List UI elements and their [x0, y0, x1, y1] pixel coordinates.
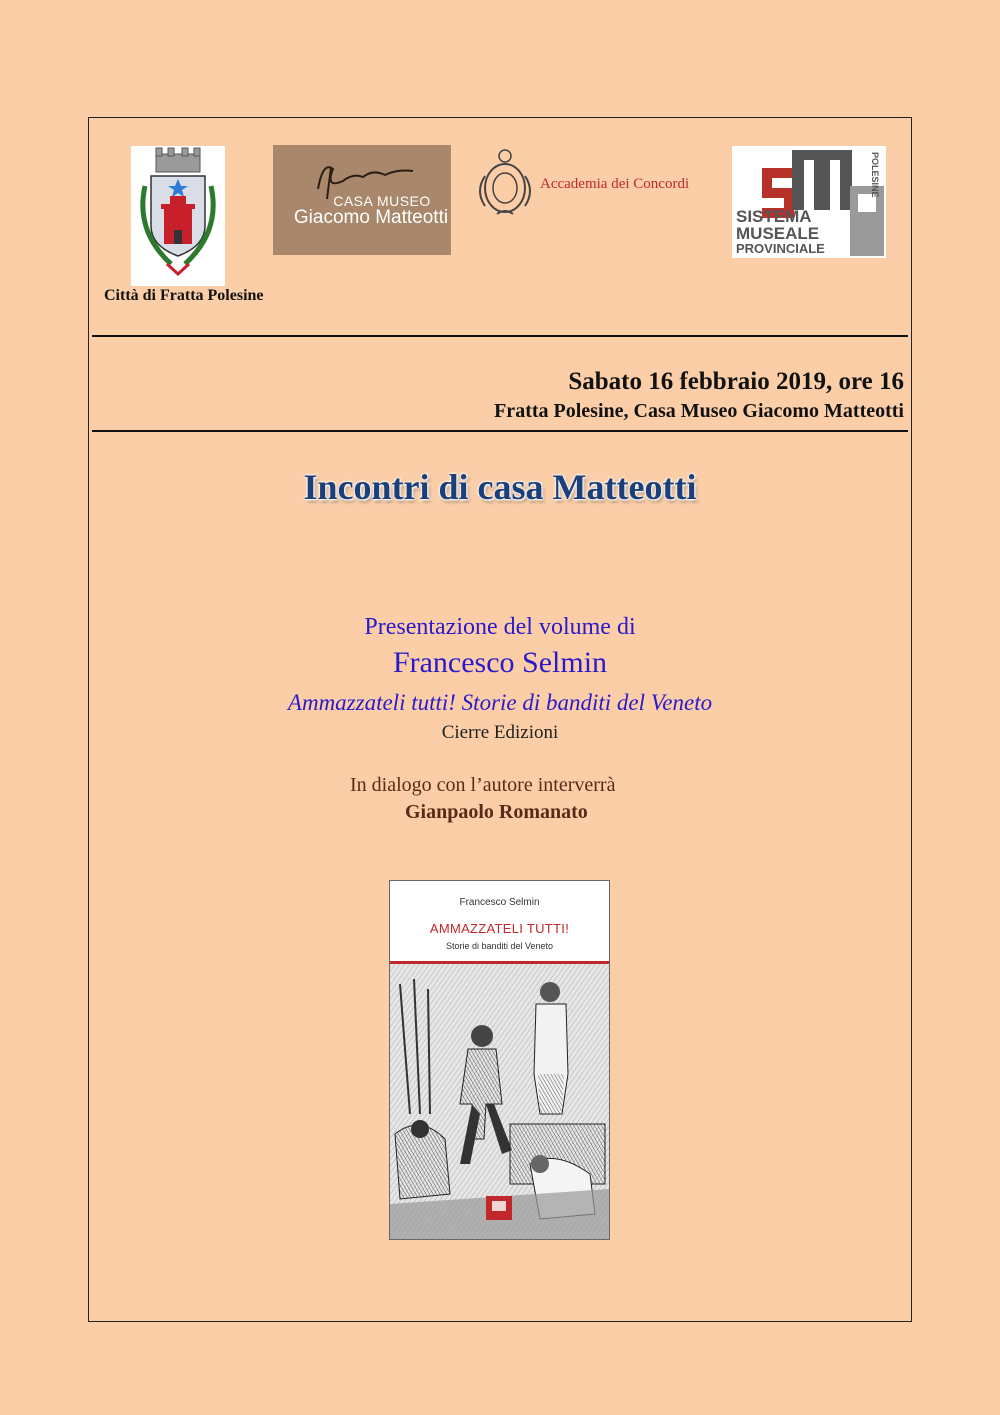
- event-date: Sabato 16 febbraio 2019, ore 16: [568, 368, 904, 395]
- comune-caption: Città di Fratta Polesine: [104, 287, 264, 304]
- smp-line3: PROVINCIALE: [736, 241, 825, 256]
- top-divider: [92, 335, 908, 337]
- accademia-name: Accademia dei Concordi: [540, 176, 690, 192]
- cover-title: AMMAZZATELI TUTTI!: [429, 921, 570, 936]
- accademia-emblem: [475, 146, 535, 218]
- casa-museo-logo: [273, 145, 451, 255]
- comune-coat-of-arms: [131, 146, 225, 286]
- cover-author: Francesco Selmin: [459, 897, 540, 908]
- dialog-intro: In dialogo con l’autore interverrà: [350, 774, 616, 796]
- event-place: Fratta Polesine, Casa Museo Giacomo Matteotti: [494, 400, 904, 422]
- book-cover: [389, 880, 610, 1240]
- book-author: Francesco Selmin: [392, 646, 608, 679]
- series-title: Incontri di casa Matteotti: [303, 467, 697, 507]
- smp-side-text: POLESINE: [870, 152, 880, 198]
- cover-engraving-illustration: [390, 964, 609, 1239]
- bottom-divider: [92, 430, 908, 432]
- smp-logo: [732, 146, 886, 258]
- smp-line1: SISTEMA: [736, 207, 812, 226]
- publisher: Cierre Edizioni: [441, 722, 559, 743]
- casa-museo-line2: Giacomo Matteotti: [293, 207, 449, 228]
- smp-line2: MUSEALE: [736, 224, 820, 243]
- speaker-name: Gianpaolo Romanato: [405, 801, 588, 823]
- presentation-intro: Presentazione del volume di: [364, 614, 636, 640]
- cover-subtitle: Storie di banditi del Veneto: [445, 941, 554, 951]
- casa-museo-line1: CASA MUSEO: [333, 193, 431, 209]
- book-title: Ammazzateli tutti! Storie di banditi del Veneto: [287, 690, 713, 715]
